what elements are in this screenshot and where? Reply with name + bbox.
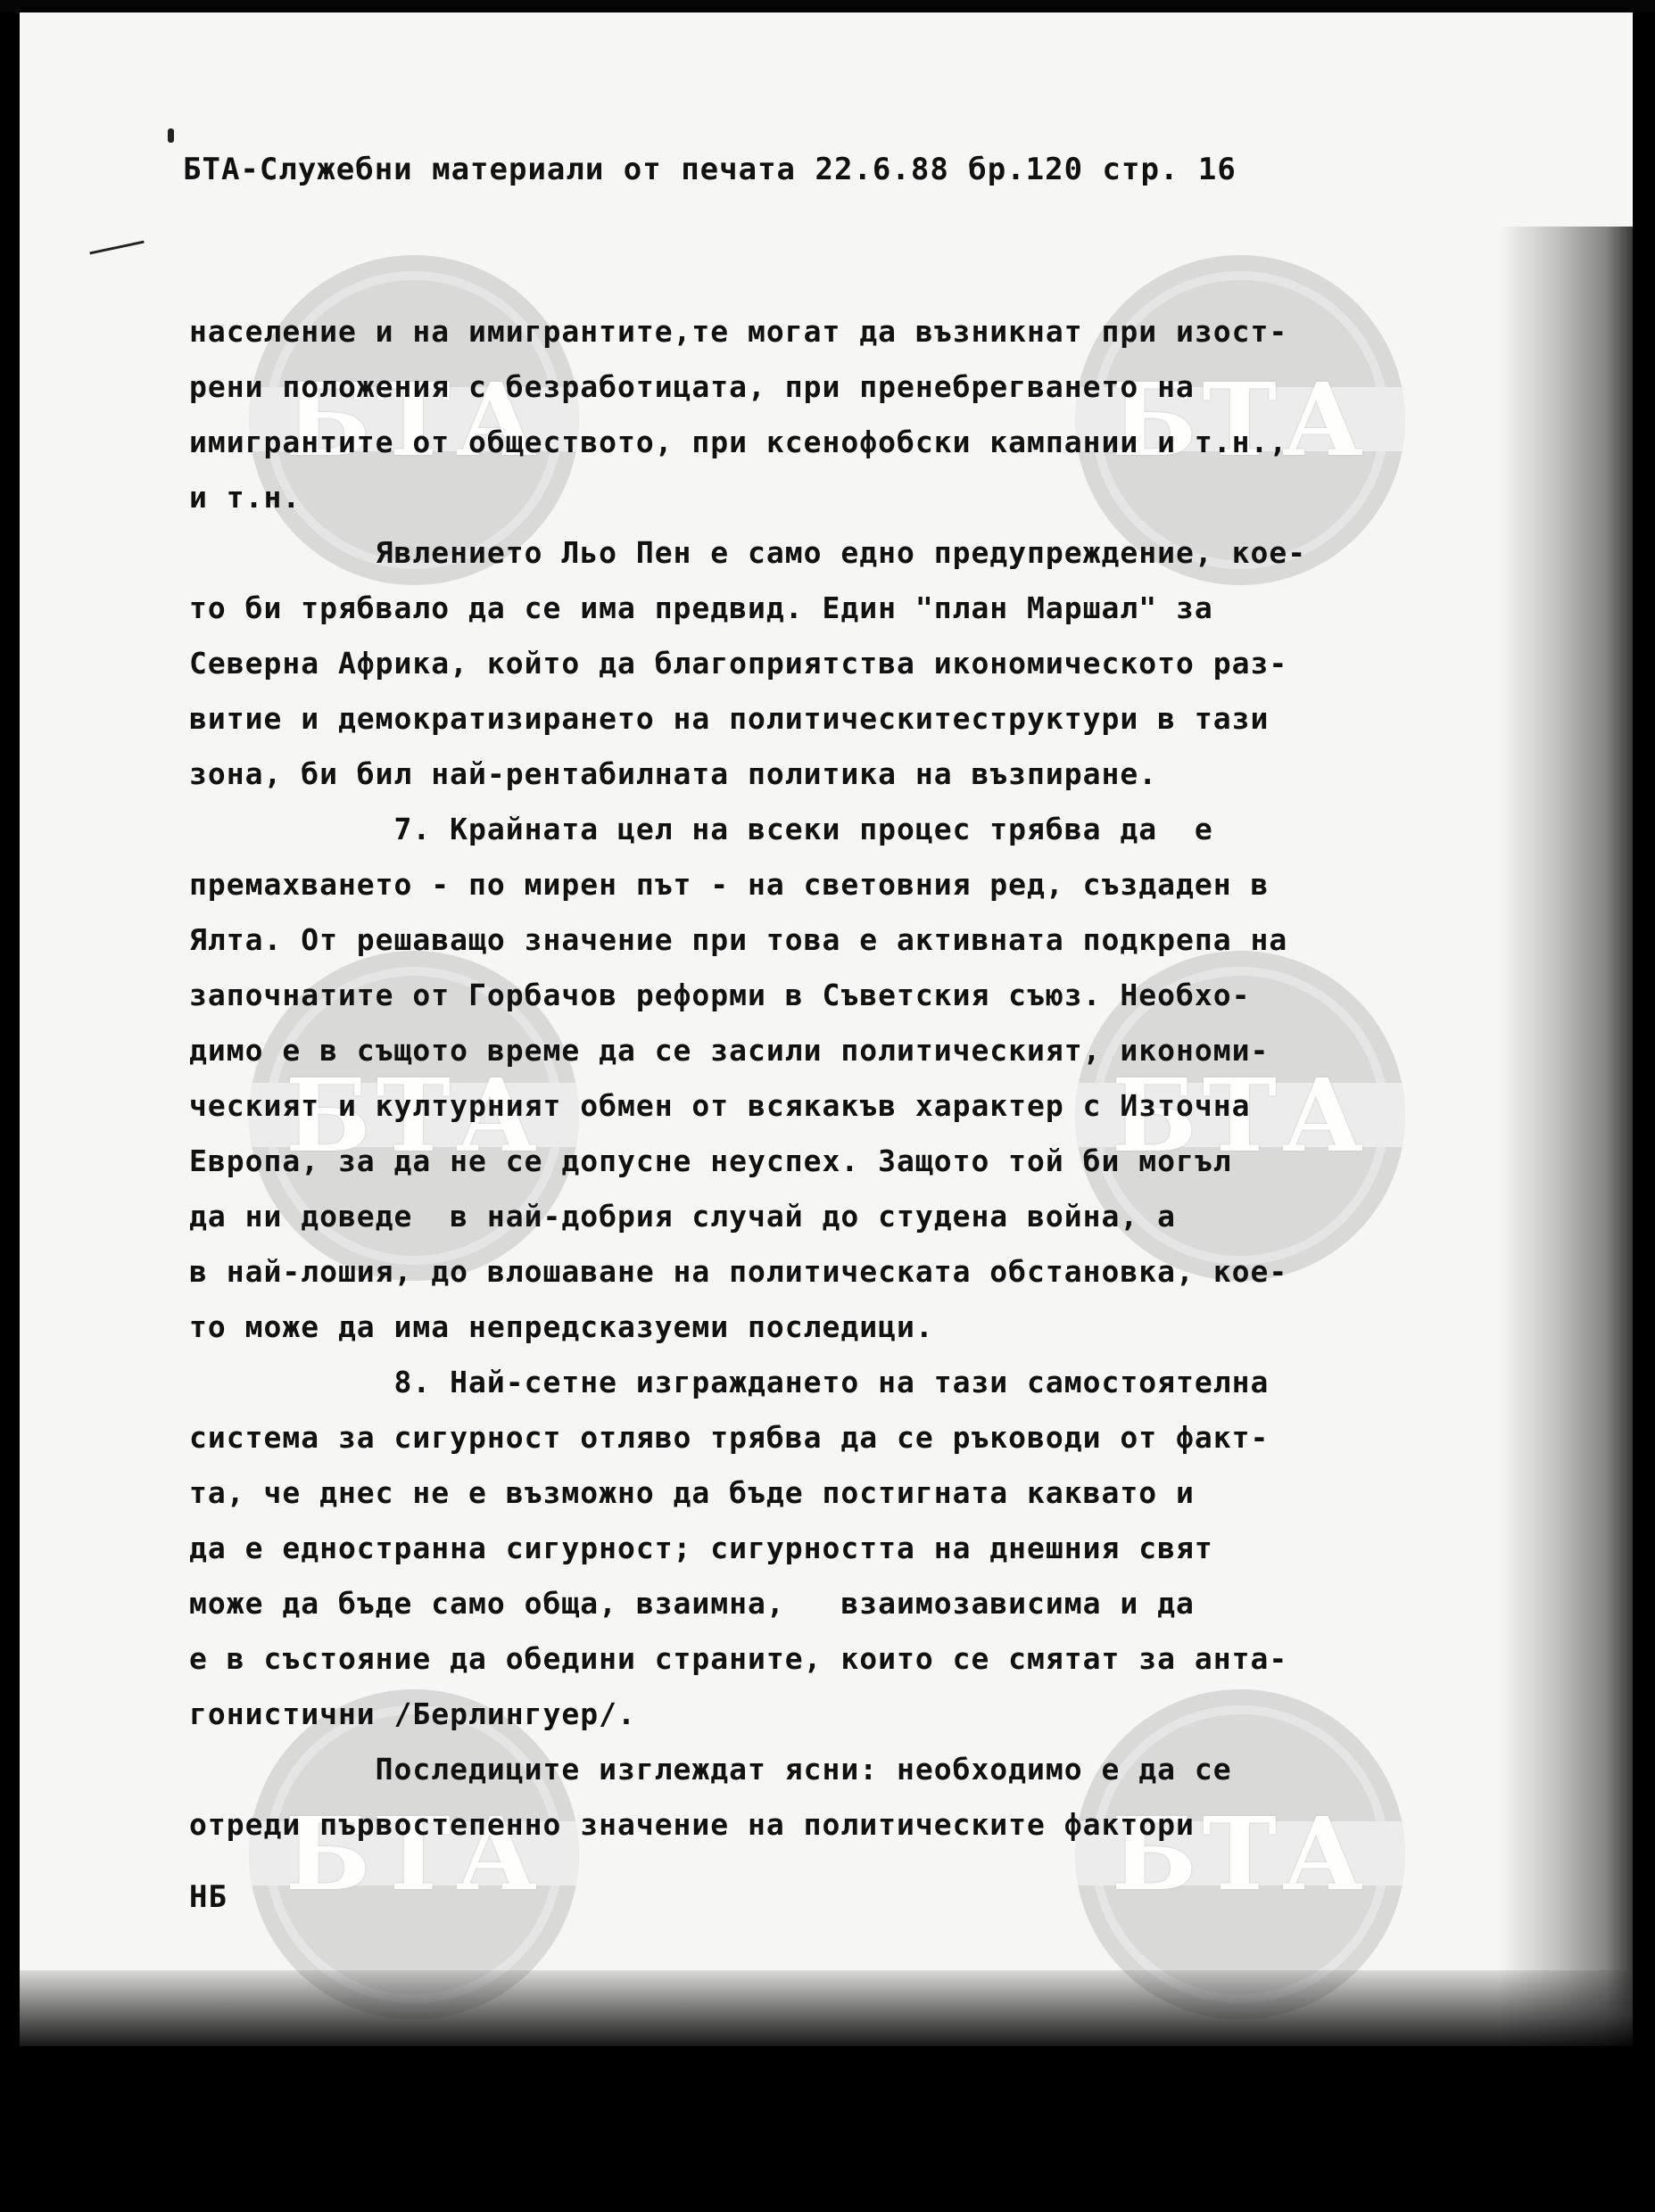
text-line: та, че днес не е възможно да бъде постигната каквато и xyxy=(189,1475,1195,1510)
watermark-text: БТА xyxy=(285,361,543,479)
text-line: започнатите от Горбачов реформи в Съветския съюз. Необхо- xyxy=(189,978,1251,1012)
text-line: димо е в същото време да се засили политическият, икономи- xyxy=(189,1033,1270,1068)
text-line: ческият и културният обмен от всякакъв характер с Източна xyxy=(189,1088,1251,1123)
watermark-text: БТА xyxy=(1111,1057,1370,1175)
text-line: Северна Африка, който да благоприятства икономическото раз- xyxy=(189,646,1288,681)
typist-initials: НБ xyxy=(189,1879,228,1915)
typed-text-block xyxy=(20,12,1633,2046)
text-line: то може да има непредсказуеми последици. xyxy=(189,1309,934,1344)
document-page xyxy=(20,12,1633,2046)
text-line: то би трябвало да се има предвид. Един "план Маршал" за xyxy=(189,590,1213,625)
text-line: може да бъде само обща, взаимна, взаимозависима и да xyxy=(189,1586,1195,1621)
text-line: Европа, за да не се допусне неуспех. Защото той би могъл xyxy=(189,1143,1232,1178)
text-line: 7. Крайната цел на всеки процес трябва да е xyxy=(189,812,1213,846)
text-line: премахването - по мирен път - на световния ред, създаден в xyxy=(189,867,1270,902)
text-line: имигрантите от обществото, при ксенофобски кампании и т.н., xyxy=(189,425,1288,459)
text-line: в най-лошия, до влошаване на политическата обстановка, кое- xyxy=(189,1254,1288,1289)
text-line: е в състояние да обедини страните, които се смятат за анта- xyxy=(189,1641,1288,1676)
text-line: население и на имигрантите,те могат да възникнат при изост- xyxy=(189,314,1288,349)
watermark-text: БТА xyxy=(285,1795,543,1913)
text-line: зона, би бил най-рентабилната политика на възпиране. xyxy=(189,756,1158,791)
text-line: гонистични /Берлингуер/. xyxy=(189,1696,636,1731)
text-line: отреди първостепенно значение на политическите фактори xyxy=(189,1807,1195,1842)
text-line: Явлението Льо Пен е само едно предупреждение, кое- xyxy=(189,535,1307,570)
scan-border-top xyxy=(0,0,1655,12)
text-line: Последиците изглеждат ясни: необходимо е да се xyxy=(189,1752,1232,1787)
watermark-text: БТА xyxy=(1111,1795,1370,1913)
watermark-text: БТА xyxy=(1111,361,1370,479)
text-line: да е едностранна сигурност; сигурността на днешния свят xyxy=(189,1531,1213,1565)
text-line: и т.н. xyxy=(189,480,302,515)
text-line: рени положения с безработицата, при пренебрегването на xyxy=(189,369,1195,404)
text-line: да ни доведе в най-добрия случай до студена война, а xyxy=(189,1199,1176,1234)
text-line: Ялта. От решаващо значение при това е активната подкрепа на xyxy=(189,922,1288,957)
text-line: витие и демократизирането на политическитеструктури в тази xyxy=(189,701,1270,736)
page-header: БТА-Служебни материали от печата 22.6.88 бр.120 стр. 16 xyxy=(183,152,1237,187)
text-line: 8. Най-сетне изграждането на тази самостоятелна xyxy=(189,1365,1270,1399)
text-line: система за сигурност отляво трябва да се ръководи от факт- xyxy=(189,1420,1270,1455)
watermark-text: БТА xyxy=(285,1057,543,1175)
